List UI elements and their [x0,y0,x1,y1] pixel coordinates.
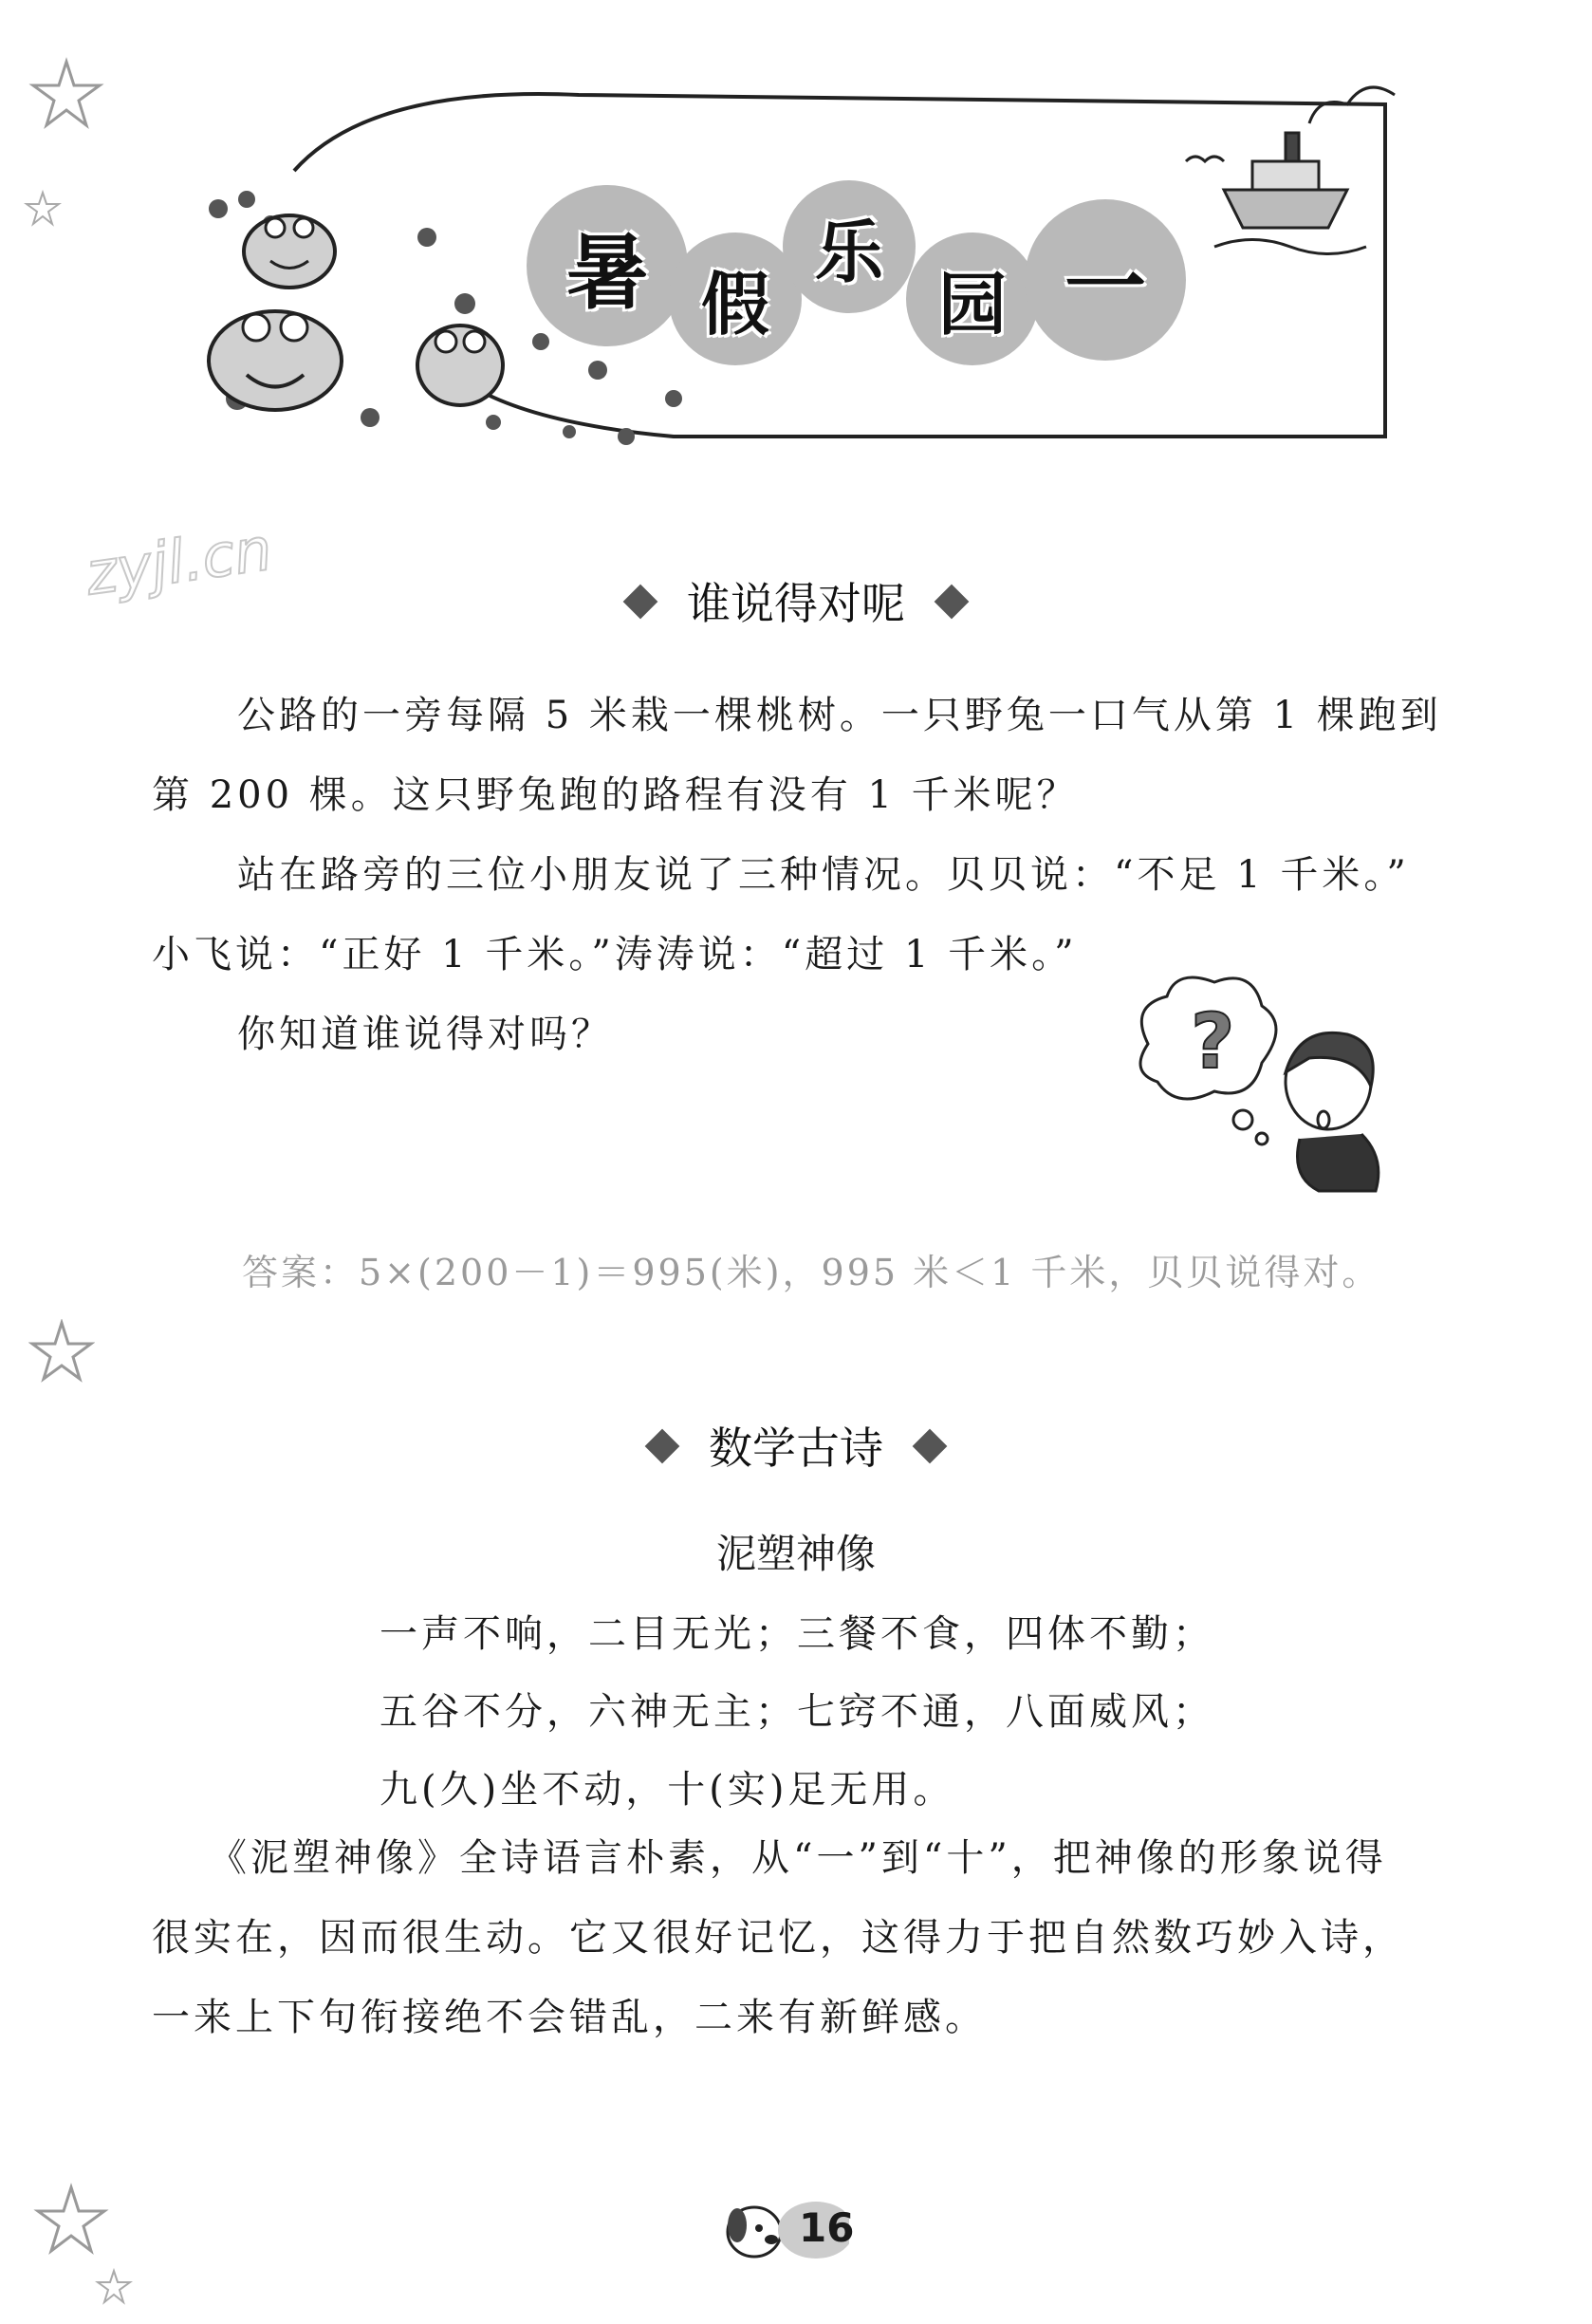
small-star-icon [95,2268,133,2306]
banner-title-char: 园 [906,232,1039,365]
banner-title-char: 一 [1025,199,1186,361]
section-heading-who-is-right [0,569,1592,632]
section-heading-math-poem [0,1414,1592,1477]
commentary-line: 一来上下句衔接绝不会错乱，二来有新鲜感。 [152,1996,987,2039]
problem-line: 公路的一旁每隔 5 米栽一棵桃树。一只野兔一口气从第 1 棵跑到 [237,694,1442,737]
star-decoration-icon [28,1319,95,1385]
problem-line: 你知道谁说得对吗？ [237,1013,613,1056]
banner-title-char: 暑 [527,185,688,346]
star-decoration-icon [28,57,104,133]
star-decoration-icon [33,2183,109,2259]
ship-icon [1214,87,1395,254]
section-title: 谁说得对呢 [687,578,905,629]
thinking-child-illustration [1120,968,1395,1196]
diamond-icon [645,1428,680,1463]
banner-title-char: 假 [669,232,802,365]
commentary-line: 很实在，因而很生动。它又很好记忆，这得力于把自然数巧妙入诗， [152,1916,1404,1960]
banner-title-char: 乐 [783,180,916,313]
poem-line: 一声不响，二目无光；三餐不食，四体不勤； [379,1612,1214,1656]
diamond-icon [935,584,970,619]
question-mark-icon: ? [1191,997,1235,1086]
commentary-line: 《泥塑神像》全诗语言朴素，从“一”到“十”，把神像的形象说得 [209,1836,1387,1880]
section-title: 数学古诗 [709,1422,883,1474]
problem-line: 站在路旁的三位小朋友说了三种情况。贝贝说：“不足 1 千米。” [237,853,1410,897]
problem-line: 小飞说：“正好 1 千米。”涛涛说：“超过 1 千米。” [152,933,1078,976]
poem-line: 九(久)坐不动，十(实)足无用。 [379,1768,955,1812]
poem-title: 泥塑神像 [715,1531,876,1577]
seagull-icon [1186,157,1224,161]
poem-line: 五谷不分，六神无主；七窍不通，八面威风； [379,1690,1214,1734]
problem-line: 第 200 棵。这只野兔跑的路程有没有 1 千米呢？ [152,773,1079,817]
watermark: zyjl.cn [81,513,276,609]
small-star-icon [24,190,62,228]
page-number: 16 [799,2204,855,2251]
diamond-icon [913,1428,948,1463]
diamond-icon [623,584,658,619]
answer-text: 答案：5×(200－1)＝995(米)，995 米＜1 千米，贝贝说得对。 [242,1252,1381,1293]
